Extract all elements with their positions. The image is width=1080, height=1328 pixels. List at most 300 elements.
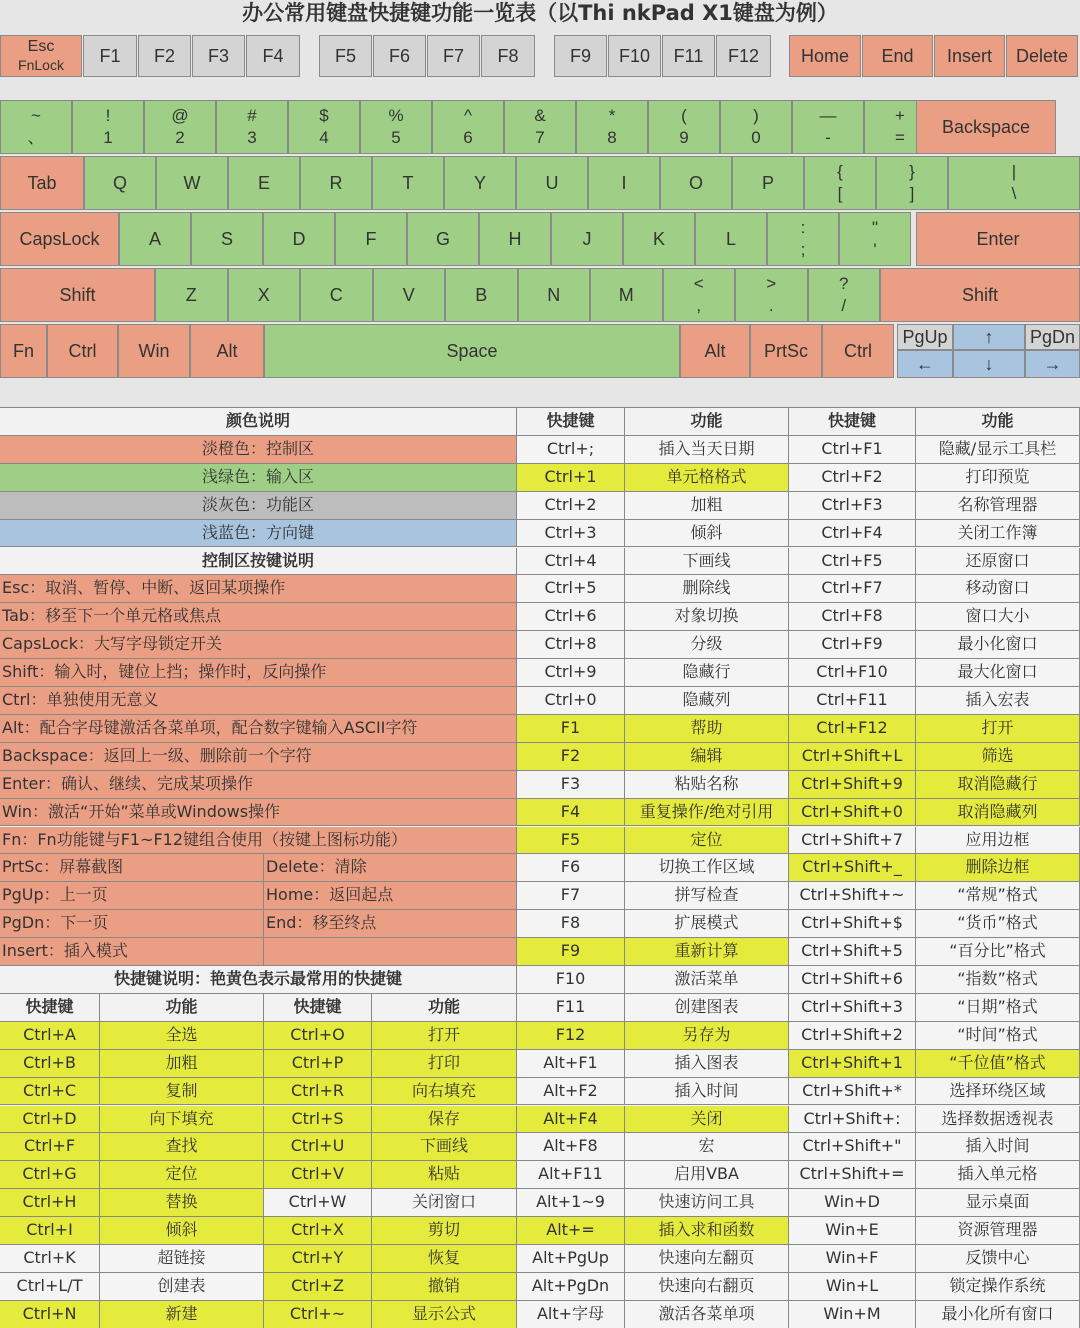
shortcut-key: Ctrl+9 — [517, 659, 625, 687]
key-desc: Delete：清除 — [264, 854, 517, 882]
key-top-label: < — [693, 274, 704, 293]
key-delete-16: Delete — [1006, 35, 1078, 77]
key-top-label: } — [909, 162, 915, 181]
key-l-9: L — [695, 212, 767, 266]
key-enter-12: Enter — [916, 212, 1080, 266]
shortcut-key: Ctrl+Shift+5 — [789, 938, 916, 966]
shortcut-function: 宏 — [625, 1133, 789, 1161]
shortcut-function: 打开 — [916, 715, 1080, 743]
shortcut-function: 激活菜单 — [625, 966, 789, 994]
shortcut-key: Ctrl+2 — [517, 492, 625, 520]
shortcut-function: 关闭工作簿 — [916, 520, 1080, 548]
key-top-label: " — [871, 218, 879, 237]
shortcut-function: 应用边框 — [916, 827, 1080, 855]
key-top-label: > — [766, 274, 777, 293]
shortcut-key: Ctrl+6 — [517, 603, 625, 631]
shortcut-function: 插入宏表 — [916, 687, 1080, 715]
shortcut-key: Alt+F4 — [517, 1106, 625, 1134]
shortcut-key: Ctrl+4 — [517, 548, 625, 576]
shortcut-function: 删除线 — [625, 575, 789, 603]
shortcut-function: 取消隐藏行 — [916, 771, 1080, 799]
shortcut-function: “千位值”格式 — [916, 1050, 1080, 1078]
key-bottom-label: 8 — [607, 128, 617, 147]
control-item: Win：激活“开始”菜单或Windows操作 — [0, 799, 517, 827]
shortcut-key: Alt+= — [517, 1217, 625, 1245]
shortcut-key: Ctrl+F12 — [789, 715, 916, 743]
page-title: 办公常用键盘快捷键功能一览表（以Thi nkPad X1键盘为例） — [242, 1, 838, 25]
left-table-header: 快捷键 — [264, 994, 372, 1022]
shortcut-key: Ctrl+F3 — [789, 492, 916, 520]
shortcut-function: 扩展模式 — [625, 910, 789, 938]
key-shift-11: Shift — [880, 268, 1080, 322]
shortcut-function: 显示桌面 — [916, 1189, 1080, 1217]
shortcut-function: 插入求和函数 — [625, 1217, 789, 1245]
shortcut-key: Alt+PgUp — [517, 1245, 625, 1273]
shortcut-function: 倾斜 — [625, 520, 789, 548]
shortcut-function: 剪切 — [372, 1217, 517, 1245]
shortcut-key: Ctrl+D — [0, 1106, 100, 1134]
key-sym-10 — [767, 212, 839, 266]
key-alt-5: Alt — [680, 324, 750, 378]
key-p-10: P — [732, 156, 804, 210]
shortcut-key: Ctrl+Shift+_ — [789, 854, 916, 882]
shortcut-key: Ctrl+0 — [517, 687, 625, 715]
shortcut-function: 插入单元格 — [916, 1161, 1080, 1189]
key-top-label: ) — [753, 106, 759, 125]
key-r-4: R — [300, 156, 372, 210]
key-esc-fnlock — [0, 35, 82, 77]
shortcut-key: Alt+F1 — [517, 1050, 625, 1078]
key-m-7: M — [590, 268, 663, 322]
key-space-4: Space — [264, 324, 680, 378]
shortcut-key: Ctrl+R — [264, 1078, 372, 1106]
shortcut-key: Ctrl+H — [0, 1189, 100, 1217]
key-bottom-label: / — [841, 296, 847, 315]
shortcut-key: Ctrl+; — [517, 436, 625, 464]
key-top-label: @ — [171, 106, 189, 125]
shortcut-key: Ctrl+1 — [517, 464, 625, 492]
shortcut-key: Ctrl+Shift+L — [789, 743, 916, 771]
control-item: Ctrl：单独使用无意义 — [0, 687, 517, 715]
shortcut-key: Ctrl+F9 — [789, 631, 916, 659]
shortcut-key: F11 — [517, 994, 625, 1022]
shortcut-key: Ctrl+P — [264, 1050, 372, 1078]
shortcut-function: 定位 — [625, 827, 789, 855]
shortcut-key: Ctrl+F1 — [789, 436, 916, 464]
key-top-label: { — [837, 162, 843, 181]
shortcut-key: Ctrl+U — [264, 1133, 372, 1161]
shortcut-key: Ctrl+Shift+$ — [789, 910, 916, 938]
control-item: Backspace：返回上一级、删除前一个字符 — [0, 743, 517, 771]
key-bottom-label: = — [895, 128, 905, 147]
key-top-label: + — [895, 106, 905, 125]
shortcut-function: 隐藏列 — [625, 687, 789, 715]
shortcut-function: 显示公式 — [372, 1301, 517, 1328]
shortcut-table — [0, 407, 1080, 1328]
key-bottom-label: 1 — [103, 128, 113, 147]
shortcut-key: Ctrl+F7 — [789, 575, 916, 603]
left-table-header: 快捷键 — [0, 994, 100, 1022]
shortcut-function: 关闭 — [625, 1106, 789, 1134]
shortcut-key: Ctrl+N — [0, 1301, 100, 1328]
shortcut-key: Ctrl+F5 — [789, 548, 916, 576]
legend-item: 浅绿色：输入区 — [0, 464, 517, 492]
shortcut-key: Ctrl+Shift+9 — [789, 771, 916, 799]
key-y-6: Y — [444, 156, 516, 210]
key-backspace-13: Backspace — [916, 100, 1056, 154]
key-f11-11: F11 — [662, 35, 715, 77]
shortcut-key: Alt+F11 — [517, 1161, 625, 1189]
legend-header: 颜色说明 — [0, 408, 517, 436]
key-bottom-label: ' — [873, 240, 877, 259]
key-f2-2: F2 — [138, 35, 191, 77]
shortcut-key: Alt+1~9 — [517, 1189, 625, 1217]
shortcut-function: 分级 — [625, 631, 789, 659]
control-item: Shift：输入时，键位上挡；操作时，反向操作 — [0, 659, 517, 687]
key-top-label: % — [388, 106, 404, 125]
key-bottom-label: 4 — [319, 128, 329, 147]
shortcut-function: 取消隐藏列 — [916, 799, 1080, 827]
key-8-8 — [576, 100, 648, 154]
shortcut-key: Ctrl+Shift+2 — [789, 1022, 916, 1050]
shortcut-function: 打印 — [372, 1050, 517, 1078]
shortcut-function: 窗口大小 — [916, 603, 1080, 631]
shortcut-function: 复制 — [100, 1078, 264, 1106]
shortcut-key: Win+E — [789, 1217, 916, 1245]
shortcut-function: 替换 — [100, 1189, 264, 1217]
key-insert-15: Insert — [934, 35, 1005, 77]
shortcut-key: Ctrl+Shift+~ — [789, 882, 916, 910]
shortcut-key: Alt+PgDn — [517, 1273, 625, 1301]
shortcut-key: Ctrl+Shift+* — [789, 1078, 916, 1106]
shortcut-key: F7 — [517, 882, 625, 910]
shortcut-key: F3 — [517, 771, 625, 799]
key-f3-3: F3 — [192, 35, 245, 77]
key-f8-8: F8 — [481, 35, 535, 77]
shortcut-key: Ctrl+8 — [517, 631, 625, 659]
shortcut-key: Ctrl+G — [0, 1161, 100, 1189]
shortcut-function: 插入时间 — [916, 1133, 1080, 1161]
key-down-arrow: ↓ — [953, 350, 1025, 378]
key-4-4 — [288, 100, 360, 154]
key-f7-7: F7 — [427, 35, 480, 77]
shortcut-function: 下画线 — [625, 548, 789, 576]
key-b-5: B — [445, 268, 518, 322]
shortcut-function: 编辑 — [625, 743, 789, 771]
shortcut-key: F9 — [517, 938, 625, 966]
shortcut-key: Ctrl+Shift+7 — [789, 827, 916, 855]
shortcut-function: “货币”格式 — [916, 910, 1080, 938]
shortcut-function: 打印预览 — [916, 464, 1080, 492]
legend-item: 淡橙色：控制区 — [0, 436, 517, 464]
key-bottom-label: 5 — [391, 128, 401, 147]
key-top-label: : — [800, 218, 806, 237]
key-home-13: Home — [789, 35, 861, 77]
legend-item: 浅蓝色：方向键 — [0, 520, 517, 548]
shortcut-key: Ctrl+F — [0, 1133, 100, 1161]
key-f4-4: F4 — [246, 35, 300, 77]
shortcut-key: Ctrl+F8 — [789, 603, 916, 631]
right-table-header: 快捷键 — [789, 408, 916, 436]
key-top-label: ! — [105, 106, 111, 125]
key-fn-0: Fn — [0, 324, 47, 378]
shortcut-function: 最小化所有窗口 — [916, 1301, 1080, 1328]
shortcut-function: “指数”格式 — [916, 966, 1080, 994]
key-up-arrow: ↑ — [953, 324, 1025, 350]
shortcut-function: 插入图表 — [625, 1050, 789, 1078]
shortcut-function: 单元格格式 — [625, 464, 789, 492]
key-sym-13 — [948, 156, 1080, 210]
shortcut-function: 下画线 — [372, 1133, 517, 1161]
left-table-header: 功能 — [100, 994, 264, 1022]
key-sym-11 — [804, 156, 876, 210]
shortcut-function: 隐藏行 — [625, 659, 789, 687]
shortcut-function: 快速访问工具 — [625, 1189, 789, 1217]
key-bottom-label: FnLock — [18, 57, 64, 73]
shortcut-key: Ctrl+Shift+= — [789, 1161, 916, 1189]
shortcut-function: 关闭窗口 — [372, 1189, 517, 1217]
shortcut-function: 拼写检查 — [625, 882, 789, 910]
shortcut-function: 倾斜 — [100, 1217, 264, 1245]
shortcut-key: Ctrl+5 — [517, 575, 625, 603]
key-top-label: — — [819, 106, 837, 125]
key-3-3 — [216, 100, 288, 154]
key-ctrl-1: Ctrl — [47, 324, 118, 378]
key-desc: PgUp：上一页 — [0, 882, 264, 910]
key-right-arrow: → — [1025, 350, 1080, 378]
key-shift-0: Shift — [0, 268, 155, 322]
key-g-5: G — [407, 212, 479, 266]
shortcut-function: 创建表 — [100, 1273, 264, 1301]
shortcut-key: Ctrl+Z — [264, 1273, 372, 1301]
key-top-label: | — [1011, 162, 1017, 181]
shortcut-function: 撤销 — [372, 1273, 517, 1301]
mid-table-header: 功能 — [625, 408, 789, 436]
shortcut-function: 资源管理器 — [916, 1217, 1080, 1245]
shortcut-key: Win+L — [789, 1273, 916, 1301]
shortcut-function: 超链接 — [100, 1245, 264, 1273]
shortcut-function: 快速向左翻页 — [625, 1245, 789, 1273]
shortcut-function: 移动窗口 — [916, 575, 1080, 603]
right-table-header: 功能 — [916, 408, 1080, 436]
shortcut-function: 查找 — [100, 1133, 264, 1161]
key-k-8: K — [623, 212, 695, 266]
shortcut-function: 帮助 — [625, 715, 789, 743]
shortcut-key: F8 — [517, 910, 625, 938]
key-6-6 — [432, 100, 504, 154]
control-item: Alt：配合字母键激活各菜单项，配合数字键输入ASCII字符 — [0, 715, 517, 743]
shortcut-function: 启用VBA — [625, 1161, 789, 1189]
key-s-2: S — [191, 212, 263, 266]
key-sym-9 — [735, 268, 808, 322]
key-f12-12: F12 — [716, 35, 771, 77]
shortcut-key: Alt+F8 — [517, 1133, 625, 1161]
mid-table-header: 快捷键 — [517, 408, 625, 436]
shortcut-key: Ctrl+Shift+3 — [789, 994, 916, 1022]
key-bottom-label: [ — [837, 184, 843, 203]
key-alt-3: Alt — [190, 324, 264, 378]
shortcut-function: 向下填充 — [100, 1106, 264, 1134]
key-f1-1: F1 — [83, 35, 137, 77]
key-bottom-label: 9 — [679, 128, 689, 147]
key-a-1: A — [119, 212, 191, 266]
shortcut-key: Win+F — [789, 1245, 916, 1273]
key-w-2: W — [156, 156, 228, 210]
shortcut-function: 定位 — [100, 1161, 264, 1189]
shortcut-key: Ctrl+Y — [264, 1245, 372, 1273]
control-item: Esc：取消、暂停、中断、返回某项操作 — [0, 575, 517, 603]
key-x-2: X — [228, 268, 301, 322]
key-bottom-label: ; — [800, 240, 806, 259]
shortcut-key: Ctrl+B — [0, 1050, 100, 1078]
shortcut-key: Ctrl+K — [0, 1245, 100, 1273]
shortcut-function: 快速向右翻页 — [625, 1273, 789, 1301]
shortcut-key: F6 — [517, 854, 625, 882]
key-capslock-0: CapsLock — [0, 212, 119, 266]
shortcut-function: 选择数据透视表 — [916, 1106, 1080, 1134]
shortcut-function: 筛选 — [916, 743, 1080, 771]
shortcut-key: Alt+F2 — [517, 1078, 625, 1106]
key-top-label: ^ — [464, 106, 472, 125]
key-i-8: I — [588, 156, 660, 210]
key-sym-10 — [808, 268, 881, 322]
key-f6-6: F6 — [373, 35, 426, 77]
key-top-label: ( — [681, 106, 687, 125]
shortcut-function: 最大化窗口 — [916, 659, 1080, 687]
shortcut-function: 另存为 — [625, 1022, 789, 1050]
key-left-arrow: ← — [897, 350, 953, 378]
shortcut-key: Alt+字母 — [517, 1301, 625, 1328]
shortcut-function: 删除边框 — [916, 854, 1080, 882]
shortcut-key: Ctrl+C — [0, 1078, 100, 1106]
shortcut-function: 对象切换 — [625, 603, 789, 631]
shortcut-function: 锁定操作系统 — [916, 1273, 1080, 1301]
shortcut-key: Ctrl+Shift+: — [789, 1106, 916, 1134]
key-prtsc-6: PrtSc — [750, 324, 822, 378]
shortcut-key: Ctrl+Shift+6 — [789, 966, 916, 994]
left-table-header: 功能 — [372, 994, 517, 1022]
shortcut-function: 还原窗口 — [916, 548, 1080, 576]
key-win-2: Win — [118, 324, 190, 378]
shortcut-function: 激活各菜单项 — [625, 1301, 789, 1328]
shortcut-key: Win+D — [789, 1189, 916, 1217]
key-bottom-label: 6 — [463, 128, 473, 147]
shortcut-function: 保存 — [372, 1106, 517, 1134]
shortcut-function: 向右填充 — [372, 1078, 517, 1106]
shortcut-key: F2 — [517, 743, 625, 771]
shortcut-function: 隐藏/显示工具栏 — [916, 436, 1080, 464]
shortcut-function: 插入时间 — [625, 1078, 789, 1106]
key-n-6: N — [518, 268, 591, 322]
key-top-label: $ — [319, 106, 329, 125]
key-u-7: U — [516, 156, 588, 210]
shortcut-key: Ctrl+~ — [264, 1301, 372, 1328]
key-desc: PrtSc：屏幕截图 — [0, 854, 264, 882]
shortcut-function: “百分比”格式 — [916, 938, 1080, 966]
shortcut-key: Ctrl+F2 — [789, 464, 916, 492]
shortcut-key: Ctrl+F10 — [789, 659, 916, 687]
shortcut-key: F12 — [517, 1022, 625, 1050]
key-d-3: D — [263, 212, 335, 266]
key-9-9 — [648, 100, 720, 154]
shortcut-function: 恢复 — [372, 1245, 517, 1273]
key-end-14: End — [862, 35, 933, 77]
key-j-7: J — [551, 212, 623, 266]
key-ctrl-7: Ctrl — [822, 324, 894, 378]
key-f-4: F — [335, 212, 407, 266]
key-t-5: T — [372, 156, 444, 210]
key-desc: PgDn：下一页 — [0, 910, 264, 938]
key-sym-11 — [792, 100, 864, 154]
key-o-9: O — [660, 156, 732, 210]
shortcut-function: 反馈中心 — [916, 1245, 1080, 1273]
key-bottom-label: 3 — [247, 128, 257, 147]
key-sym-11 — [839, 212, 911, 266]
shortcut-function: 名称管理器 — [916, 492, 1080, 520]
shortcut-key: F4 — [517, 799, 625, 827]
key-bottom-label: 7 — [535, 128, 545, 147]
control-item: Enter：确认、继续、完成某项操作 — [0, 771, 517, 799]
shortcut-key: Win+M — [789, 1301, 916, 1328]
key-desc: End：移至终点 — [264, 910, 517, 938]
key-z-1: Z — [155, 268, 228, 322]
shortcut-function: 创建图表 — [625, 994, 789, 1022]
key-7-7 — [504, 100, 576, 154]
key-e-3: E — [228, 156, 300, 210]
shortcut-key: Ctrl+O — [264, 1022, 372, 1050]
key-top-label: ~ — [31, 106, 41, 125]
key-q-1: Q — [84, 156, 156, 210]
key-0-10 — [720, 100, 792, 154]
shortcut-key: Ctrl+I — [0, 1217, 100, 1245]
shortcut-key: Ctrl+Shift+" — [789, 1133, 916, 1161]
key-desc: Insert：插入模式 — [0, 938, 264, 966]
key-bottom-label: ] — [909, 184, 915, 203]
key-top-label: # — [247, 106, 257, 125]
shortcut-key: Ctrl+Shift+1 — [789, 1050, 916, 1078]
shortcut-key: Ctrl+Shift+0 — [789, 799, 916, 827]
shortcut-function: 粘贴 — [372, 1161, 517, 1189]
shortcut-function: 新建 — [100, 1301, 264, 1328]
key-desc — [264, 938, 517, 966]
key-v-4: V — [373, 268, 446, 322]
key-sym-8 — [663, 268, 736, 322]
shortcut-key: Ctrl+X — [264, 1217, 372, 1245]
key-tab-0: Tab — [0, 156, 84, 210]
shortcut-function: 插入当天日期 — [625, 436, 789, 464]
shortcut-key: Ctrl+W — [264, 1189, 372, 1217]
key-bottom-label: , — [696, 296, 702, 315]
highlight-note: 快捷键说明：艳黄色表示最常用的快捷键 — [0, 966, 517, 994]
shortcut-function: 切换工作区域 — [625, 854, 789, 882]
shortcut-function: “常规”格式 — [916, 882, 1080, 910]
key-h-6: H — [479, 212, 551, 266]
key-sym-12 — [876, 156, 948, 210]
key-2-2 — [144, 100, 216, 154]
shortcut-key: Ctrl+L/T — [0, 1273, 100, 1301]
key-5-5 — [360, 100, 432, 154]
key-bottom-label: 2 — [175, 128, 185, 147]
shortcut-key: Ctrl+S — [264, 1106, 372, 1134]
shortcut-function: 打开 — [372, 1022, 517, 1050]
key-top-label: * — [608, 106, 616, 125]
shortcut-function: 全选 — [100, 1022, 264, 1050]
shortcut-key: F1 — [517, 715, 625, 743]
control-item: CapsLock：大写字母锁定开关 — [0, 631, 517, 659]
shortcut-function: 重复操作/绝对引用 — [625, 799, 789, 827]
key-pgdn: PgDn — [1025, 324, 1080, 350]
control-item: Tab：移至下一个单元格或焦点 — [0, 603, 517, 631]
